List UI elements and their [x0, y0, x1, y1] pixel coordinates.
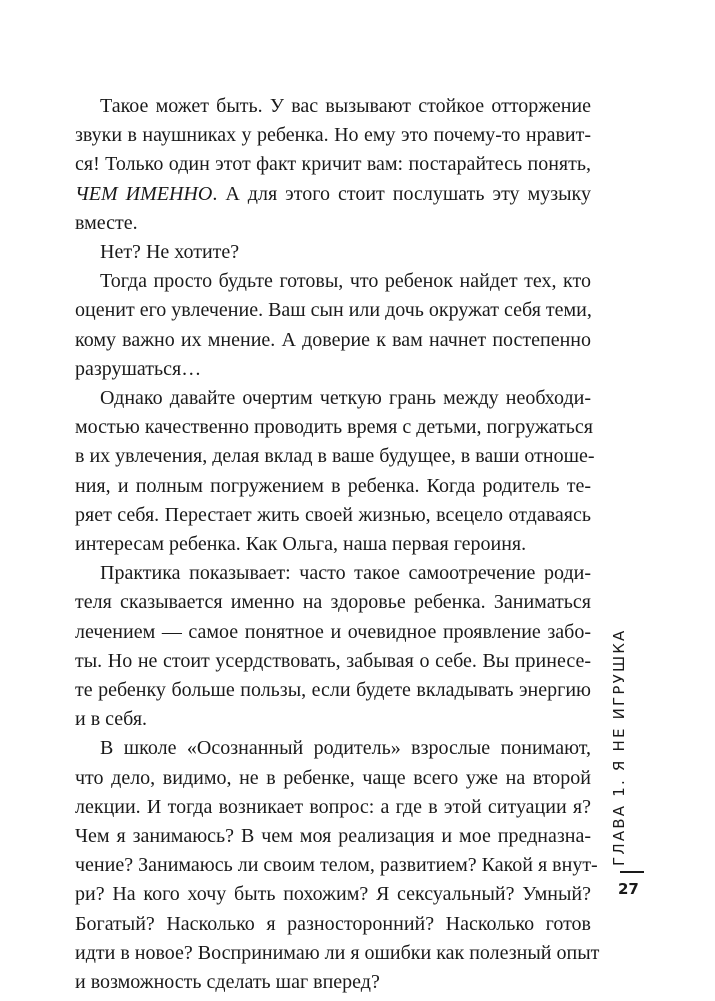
text-line: лекции. И тогда возникает вопрос: а где в этой ситуации я?	[75, 795, 591, 818]
text-line: кому важно их мнение. А доверие к вам начнет постепенно	[75, 328, 591, 351]
text-line: идти в новое? Воспринимаю ли я ошибки как полезный опыт	[75, 941, 600, 964]
text-line: ния, и полным погружением в ребенка. Когда родитель те-	[75, 474, 591, 497]
text-line: Чем я занимаюсь? В чем моя реализация и мое предназна-	[75, 825, 591, 848]
page-number: 27	[618, 880, 639, 898]
text-line: теля сказывается именно на здоровье ребенка. Заниматься	[75, 591, 591, 614]
page-number-divider	[620, 871, 644, 873]
text-line: Тогда просто будьте готовы, что ребенок найдет тех, кто	[100, 270, 591, 293]
text-line: и возможность сделать шаг вперед?	[75, 971, 380, 994]
text-line: вместе.	[75, 211, 138, 234]
text-line: разрушаться…	[75, 357, 202, 380]
text-line: чение? Занимаюсь ли своим телом, развитием? Какой я внут-	[75, 854, 598, 877]
text-line: что дело, видимо, не в ребенке, чаще всего уже на второй	[75, 766, 591, 789]
text-line: лечением — самое понятное и очевидное проявление забо-	[75, 620, 591, 643]
text-line: В школе «Осознанный родитель» взрослые понимают,	[100, 737, 591, 760]
text-line: ты. Но не стоит усердствовать, забывая о себе. Вы принесе-	[75, 649, 591, 672]
text-line: ряет себя. Перестает жить своей жизнью, всецело отдаваясь	[75, 503, 591, 526]
text-line	[75, 180, 591, 209]
text-line: и в себя.	[75, 708, 148, 731]
text-line: в их увлечения, делая вклад в ваше будущее, в ваши отноше-	[75, 445, 595, 468]
text-line: ся! Только один этот факт кричит вам: постарайтесь понять,	[75, 153, 591, 176]
text-line: Такое может быть. У вас вызывают стойкое отторжение	[100, 95, 591, 117]
emphasis-text: ЧЕМ ИМЕННО	[75, 182, 213, 205]
text-line-rest: . А для этого стоит послушать эту музыку	[212, 182, 591, 205]
text-line: мостью качественно проводить время с детьми, погружаться	[75, 416, 593, 439]
text-line: те ребенку больше пользы, если будете вкладывать энергию	[75, 679, 591, 702]
text-line: Практика показывает: часто такое самоотречение роди-	[100, 562, 591, 585]
text-line: оценит его увлечение. Ваш сын или дочь окружат себя теми,	[75, 299, 592, 322]
text-line: ри? На кого хочу быть похожим? Я сексуальный? Умный?	[75, 883, 591, 906]
text-line: Богатый? Насколько я разносторонний? Насколько готов	[75, 912, 591, 935]
running-head: ГЛАВА 1. Я НЕ ИГРУШКА	[610, 628, 628, 866]
text-line: Однако давайте очертим четкую грань между необходи-	[100, 387, 591, 410]
body-text	[75, 92, 600, 997]
text-line: звуки в наушниках у ребенка. Но ему это почему-то нравит-	[75, 124, 591, 147]
text-line: интересам ребенка. Как Ольга, наша первая героиня.	[75, 533, 527, 556]
text-line: Нет? Не хотите?	[100, 241, 240, 264]
